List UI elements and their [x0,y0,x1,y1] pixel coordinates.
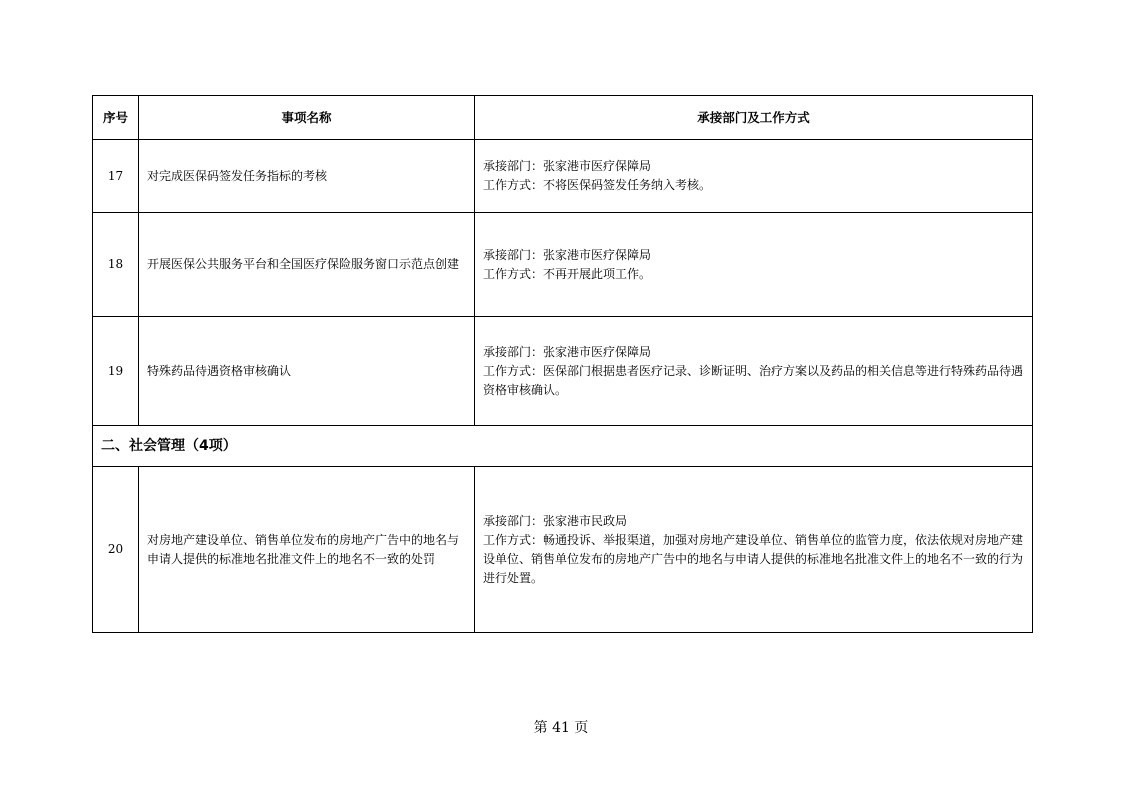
table-row [93,467,1033,633]
table-header-row [93,96,1033,140]
row-no: 19 [93,317,139,426]
row-name: 对完成医保码签发任务指标的考核 [139,140,475,213]
header-name: 事项名称 [139,96,475,140]
row-method-line: 工作方式：医保部门根据患者医疗记录、诊断证明、治疗方案以及药品的相关信息等进行特殊药品待遇资格审核确认。 [483,363,1024,397]
table-row [93,213,1033,317]
page-number: 第 41 页 [533,720,589,736]
section-row [93,426,1033,467]
row-dept [475,213,1033,317]
items-table [92,95,1033,633]
row-dept-line: 承接部门：张家港市医疗保障局 [483,159,652,173]
header-dept: 承接部门及工作方式 [475,96,1033,140]
row-no: 18 [93,213,139,317]
table-row [93,140,1033,213]
row-name: 对房地产建设单位、销售单位发布的房地产广告中的地名与申请人提供的标准地名批准文件上的地名不一致的处罚 [139,467,475,633]
row-no: 17 [93,140,139,213]
row-dept-line: 承接部门：张家港市医疗保障局 [483,344,652,359]
row-name: 特殊药品待遇资格审核确认 [139,317,475,426]
row-dept [475,317,1033,426]
row-no: 20 [93,467,139,633]
row-method-line: 工作方式：不将医保码签发任务纳入考核。 [483,178,712,192]
row-name: 开展医保公共服务平台和全国医疗保险服务窗口示范点创建 [139,213,475,317]
row-dept-line: 承接部门：张家港市医疗保障局 [483,247,652,262]
header-no: 序号 [93,96,139,140]
row-method-line: 工作方式：畅通投诉、举报渠道，加强对房地产建设单位、销售单位的监管力度，依法依规对房地产建设单位、销售单位发布的房地产广告中的地名与申请人提供的标准地名批准文件上的地名不一致的行为进行处置。 [483,532,1024,585]
row-dept-line: 承接部门：张家港市民政局 [483,513,628,528]
row-method-line: 工作方式：不再开展此项工作。 [483,266,652,281]
row-dept [475,467,1033,633]
section-label: 二、社会管理（4项） [93,426,1033,467]
table-row [93,317,1033,426]
row-dept [475,140,1033,213]
